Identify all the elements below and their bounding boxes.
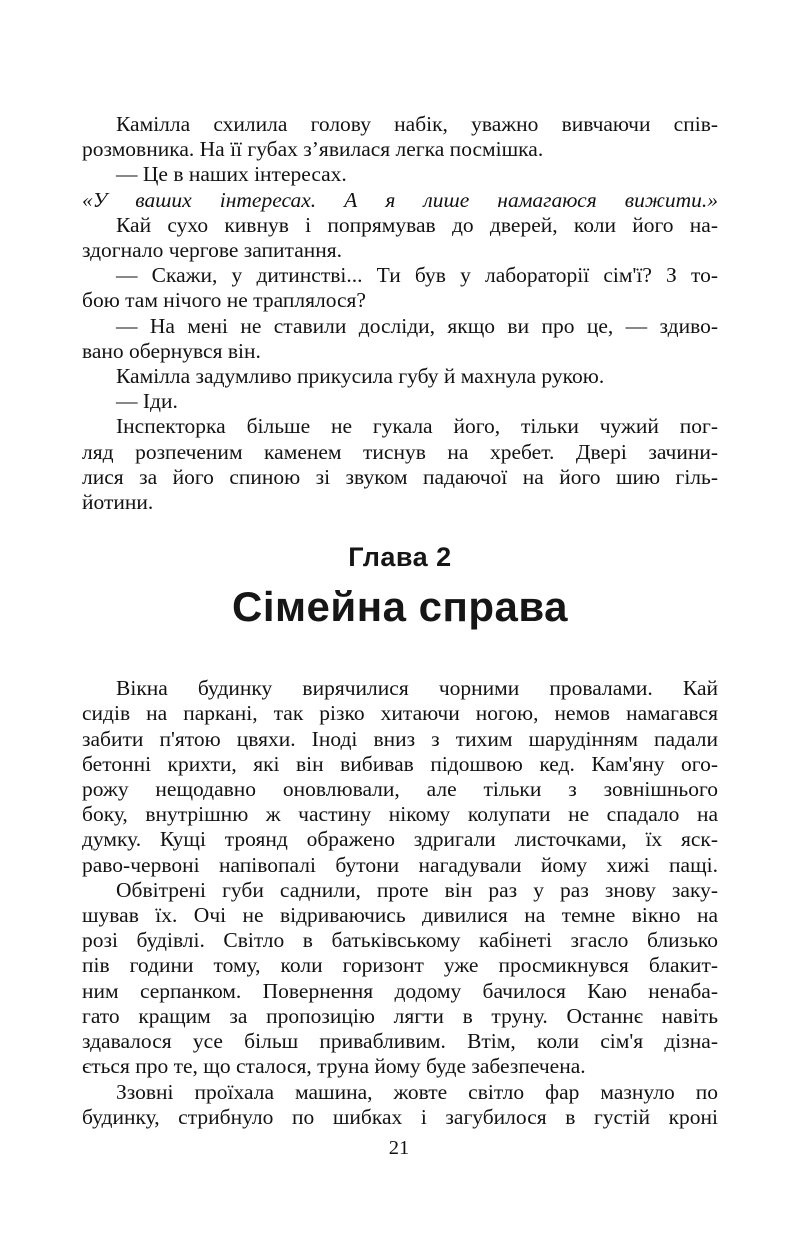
text-line: вано обернувся він. <box>82 338 261 363</box>
text-line: Камілла задумливо прикусила губу й махнула рукою. <box>116 364 605 389</box>
text-line: Обвітрені губи саднили, проте він раз у раз знову заку- <box>116 877 718 902</box>
text-line: шував їх. Очі не відриваючись дивилися на темне вікно на <box>82 903 718 928</box>
paragraph <box>82 213 718 263</box>
text-line: боку, внутрішню ж частину нікому колупати не спадало на <box>82 802 718 827</box>
text-line: рожу нещодавно оновлювали, але тільки з зовнішнього <box>82 777 718 802</box>
text-line: ляд розпеченим каменем тиснув на хребет. Двері зачини- <box>82 439 718 464</box>
paragraph <box>82 878 718 1080</box>
text-line: бою там нічого не траплялося? <box>82 288 366 313</box>
chapter-kicker: Глава 2 <box>348 542 452 573</box>
paragraph <box>82 414 718 515</box>
text-line: ним серпанком. Повернення додому бачилося Каю ненаба- <box>82 978 718 1003</box>
paragraph <box>82 162 718 187</box>
text-line: раво-червоні напівопалі бутони нагадували йому хижі пащі. <box>82 852 718 877</box>
text-line: ється про те, що сталося, труна йому буде забезпечена. <box>82 1054 586 1079</box>
paragraph <box>82 314 718 364</box>
paragraph <box>82 676 718 878</box>
paragraph <box>82 364 718 389</box>
text-line: — Іди. <box>116 389 178 414</box>
text-line: будинку, стрибнуло по шибках і загубилося в густій кроні <box>82 1104 718 1129</box>
text-line: Кай сухо кивнув і попрямував до дверей, коли його на- <box>116 212 718 237</box>
text-line: сидів на паркані, так різко хитаючи ногою, немов намагався <box>82 701 718 726</box>
text-line: розі будівлі. Світло в батьківському кабінеті згасло близько <box>82 928 718 953</box>
text-line: — Це в наших інтересах. <box>116 162 347 187</box>
paragraph <box>82 112 718 162</box>
text-line: гато кращим за пропозицію лягти в труну. Останнє навіть <box>82 1003 718 1028</box>
text-line: — Скажи, у дитинстві... Ти був у лабораторії сім'ї? З то- <box>116 263 718 288</box>
page-number: 21 <box>388 1137 410 1159</box>
text-line: бетонні крихти, які він вибивав підошвою кед. Кам'яну ого- <box>82 751 718 776</box>
text-column <box>82 112 718 1130</box>
text-line: пів години тому, коли горизонт уже просмикнувся блакит- <box>82 953 718 978</box>
text-block-before-heading <box>82 112 718 515</box>
text-line: здогнало чергове запитання. <box>82 238 343 263</box>
chapter-title: Сімейна справа <box>231 583 568 631</box>
text-line: лися за його спиною зі звуком падаючої на його шию гіль- <box>82 464 718 489</box>
text-line: Ззовні проїхала машина, жовте світло фар мазнуло по <box>116 1079 718 1104</box>
text-line: йотини. <box>82 490 154 515</box>
text-line: — На мені не ставили досліди, якщо ви про це, — здиво- <box>116 313 718 338</box>
text-line: Вікна будинку вирячилися чорними провалами. Кай <box>116 676 718 701</box>
text-line: думку. Кущі троянд ображено здригали листочками, їх яск- <box>82 827 718 852</box>
paragraph <box>82 188 718 213</box>
text-line: «У ваших інтересах. А я лише намагаюся вижити.» <box>82 187 718 212</box>
text-line: забити п'ятою цвяхи. Іноді вниз з тихим шарудінням падали <box>82 726 718 751</box>
text-line: розмовника. На її губах з’явилася легка посмішка. <box>82 137 544 162</box>
paragraph <box>82 389 718 414</box>
text-line: Інспекторка більше не гукала його, тільки чужий пог- <box>116 414 718 439</box>
text-line: Камілла схилила голову набік, уважно вивчаючи спів- <box>116 112 718 136</box>
paragraph <box>82 263 718 313</box>
text-line: здавалося усе більш привабливим. Втім, коли сім'я дізна- <box>82 1029 718 1054</box>
paragraph <box>82 1080 718 1130</box>
chapter-heading <box>82 541 718 632</box>
text-block-after-heading <box>82 676 718 1130</box>
